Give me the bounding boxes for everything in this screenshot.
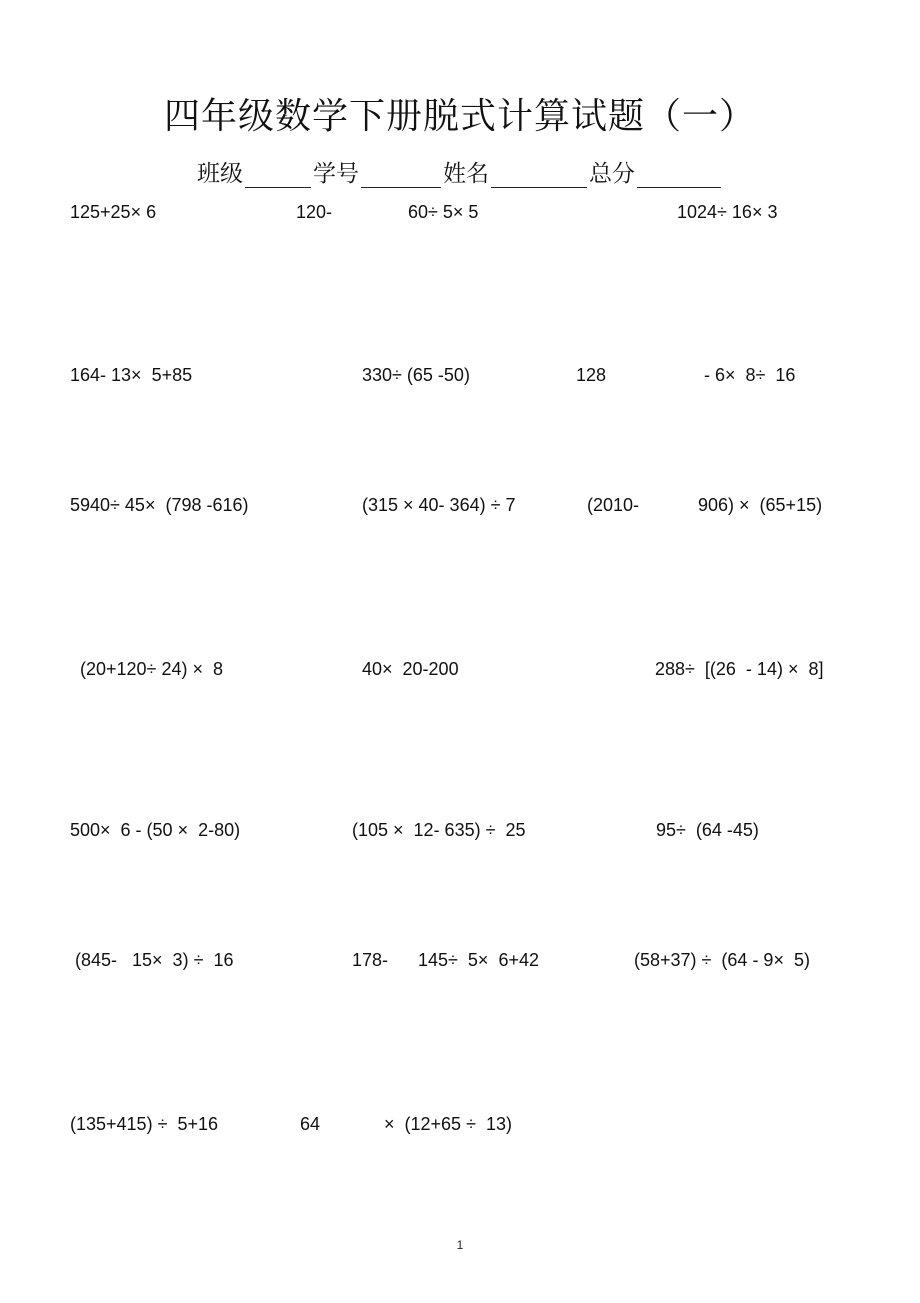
class-field — [197, 155, 313, 188]
name-field — [443, 155, 589, 188]
problem-3: 1024÷ 16× 3 — [677, 202, 778, 222]
problem-1: 125+25× 6 — [70, 202, 157, 222]
problem-14: (105 × 12- 635) ÷ 25 — [352, 820, 526, 840]
problem-9-part-a: (2010- — [587, 495, 640, 515]
class-blank[interactable] — [245, 163, 311, 188]
student-number-blank[interactable] — [361, 163, 441, 188]
class-label: 班级 — [197, 161, 243, 187]
problem-8: (315 × 40- 364) ÷ 7 — [362, 495, 516, 515]
total-score-blank[interactable] — [637, 163, 721, 188]
problem-9-part-b: 906) × (65+15) — [698, 495, 823, 515]
problem-5: 330÷ (65 -50) — [362, 365, 470, 385]
problem-11: 40× 20-200 — [362, 659, 459, 679]
problem-6-part-b: - 6× 8÷ 16 — [704, 365, 796, 385]
problem-15: 95÷ (64 -45) — [656, 820, 759, 840]
problem-16: (845- 15× 3) ÷ 16 — [75, 950, 234, 970]
problem-18: (58+37) ÷ (64 - 9× 5) — [634, 950, 810, 970]
problem-7: 5940÷ 45× (798 -616) — [70, 495, 249, 515]
problem-2-part-a: 120- — [296, 202, 333, 222]
problem-12: 288÷ [(26 - 14) × 8] — [655, 659, 824, 679]
student-info-line — [0, 155, 920, 188]
problem-17-part-b: 145÷ 5× 6+42 — [418, 950, 539, 970]
total-score-field — [589, 155, 723, 188]
student-number-field — [313, 155, 443, 188]
page-title: 四年级数学下册脱式计算试题（一） — [163, 96, 756, 137]
problem-6-part-a: 128 — [576, 365, 607, 385]
name-blank[interactable] — [491, 163, 587, 188]
page-number: 1 — [456, 1238, 464, 1252]
problem-13: 500× 6 - (50 × 2-80) — [70, 820, 241, 840]
name-label: 姓名 — [443, 161, 489, 187]
total-score-label: 总分 — [589, 161, 635, 187]
problem-10: (20+120÷ 24) × 8 — [80, 659, 223, 679]
problem-19: (135+415) ÷ 5+16 — [70, 1114, 218, 1134]
problem-20-part-a: 64 — [300, 1114, 321, 1134]
problem-17-part-a: 178- — [352, 950, 389, 970]
problem-20-part-b: × (12+65 ÷ 13) — [384, 1114, 512, 1134]
student-number-label: 学号 — [313, 161, 359, 187]
problem-2-part-b: 60÷ 5× 5 — [408, 202, 479, 222]
problem-4: 164- 13× 5+85 — [70, 365, 193, 385]
